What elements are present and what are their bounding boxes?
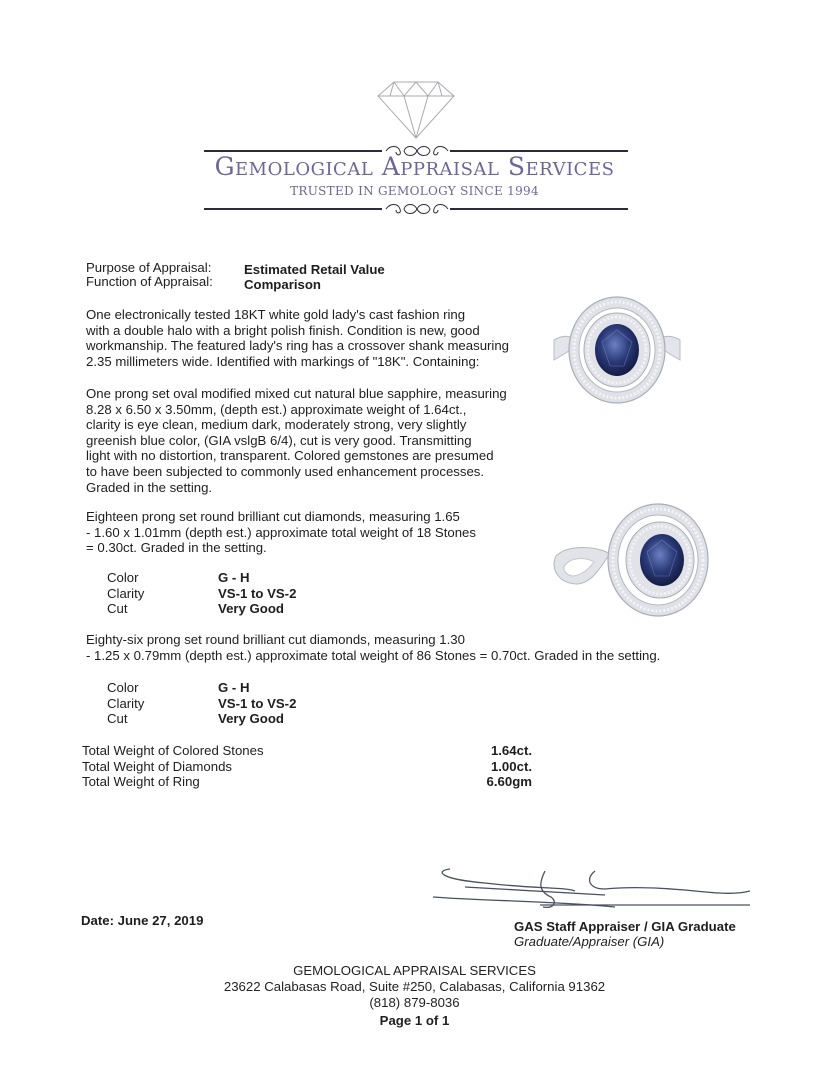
- footer-phone: (818) 879-8036: [369, 995, 460, 1010]
- totals-row: [82, 743, 532, 759]
- footer-company: GEMOLOGICAL APPRAISAL SERVICES: [293, 963, 536, 978]
- text-line: clarity is eye clean, medium dark, moderately strong, very slightly: [86, 417, 467, 433]
- footer-address: 23622 Calabasas Road, Suite #250, Calabasas, California 91362: [223, 979, 606, 994]
- purpose-value: Estimated Retail Value: [244, 262, 385, 277]
- grade-row: [107, 586, 407, 602]
- grade-row: [107, 696, 407, 712]
- text-line: Graded in the setting.: [86, 479, 213, 495]
- text-line: - 1.25 x 0.79mm (depth est.) approximate total weight of 86 Stones = 0.70ct. Graded in the setting.: [86, 647, 661, 663]
- grade-label: Cut: [107, 711, 128, 727]
- text-line: Eighteen prong set round brilliant cut diamonds, measuring 1.65: [86, 509, 460, 524]
- signer-title: GAS Staff Appraiser / GIA Graduate: [514, 919, 736, 934]
- grade-row: [107, 570, 407, 586]
- grade-value: G - H: [218, 680, 250, 695]
- text-line: with a double halo with a bright polish finish. Condition is new, good: [86, 322, 480, 338]
- text-line: One prong set oval modified mixed cut natural blue sapphire, measuring: [86, 386, 507, 401]
- totals-label: Total Weight of Ring: [82, 774, 200, 790]
- text-line: workmanship. The featured lady's ring has a crossover shank measuring: [86, 338, 510, 354]
- page-number: Page 1 of 1: [379, 1013, 450, 1028]
- totals-value: 6.60gm: [486, 774, 532, 790]
- grade-value: Very Good: [218, 601, 284, 617]
- grade-row: [107, 711, 407, 727]
- flourish-ornament-icon: [382, 201, 452, 217]
- text-line: light with no distortion, transparent. Colored gemstones are presumed: [86, 448, 494, 464]
- totals-row: [82, 759, 532, 775]
- totals-label: Total Weight of Colored Stones: [82, 743, 264, 758]
- sapphire-description: [86, 386, 556, 495]
- ring-description: [86, 307, 556, 369]
- totals-row: [82, 774, 532, 790]
- appraisal-date: Date: June 27, 2019: [81, 913, 204, 928]
- text-line: Eighty-six prong set round brilliant cut diamonds, measuring 1.30: [86, 632, 465, 647]
- grade-label: Cut: [107, 601, 128, 617]
- diamond-icon: [376, 80, 456, 140]
- ring-photo-angle: [548, 498, 713, 623]
- diamonds-group-1-description: [86, 509, 556, 556]
- grade-value: VS-1 to VS-2: [218, 695, 297, 711]
- diamonds-group-2-grades: [107, 680, 407, 727]
- grade-label: Color: [107, 680, 139, 695]
- signature-mark: [425, 857, 750, 912]
- text-line: One electronically tested 18KT white gold lady's cast fashion ring: [86, 307, 466, 322]
- text-line: greenish blue color, (GIA vslgB 6/4), cut is very good. Transmitting: [86, 432, 472, 448]
- text-line: - 1.60 x 1.01mm (depth est.) approximate total weight of 18 Stones: [86, 524, 476, 540]
- grade-label: Clarity: [107, 585, 145, 601]
- text-line: to have been subjected to commonly used enhancement processes.: [86, 463, 485, 479]
- text-line: 2.35 millimeters wide. Identified with markings of "18K". Containing:: [86, 353, 480, 369]
- grade-label: Clarity: [107, 695, 145, 711]
- grade-row: [107, 601, 407, 617]
- function-label: Function of Appraisal:: [86, 274, 213, 289]
- text-line: = 0.30ct. Graded in the setting.: [86, 540, 267, 556]
- purpose-label: Purpose of Appraisal:: [86, 260, 212, 275]
- signer-subtitle: Graduate/Appraiser (GIA): [514, 934, 665, 949]
- header-rule: [450, 208, 628, 210]
- function-value: Comparison: [244, 277, 321, 292]
- totals-value: 1.00ct.: [490, 758, 532, 774]
- grade-row: [107, 680, 407, 696]
- header-rule: [204, 208, 382, 210]
- totals-label: Total Weight of Diamonds: [82, 758, 233, 774]
- grade-value: Very Good: [218, 711, 284, 727]
- diamonds-group-2-description: [86, 632, 706, 663]
- text-line: 8.28 x 6.50 x 3.50mm, (depth est.) approximate weight of 1.64ct.,: [86, 401, 467, 417]
- diamonds-group-1-grades: [107, 570, 407, 617]
- totals-value: 1.64ct.: [490, 743, 532, 758]
- totals-table: [82, 743, 532, 790]
- grade-label: Color: [107, 570, 139, 585]
- grade-value: G - H: [218, 570, 250, 585]
- grade-value: VS-1 to VS-2: [218, 585, 297, 601]
- company-name: Gemological Appraisal Services: [214, 152, 615, 181]
- company-tagline: TRUSTED IN GEMOLOGY SINCE 1994: [290, 184, 539, 198]
- ring-photo-front: [552, 290, 682, 410]
